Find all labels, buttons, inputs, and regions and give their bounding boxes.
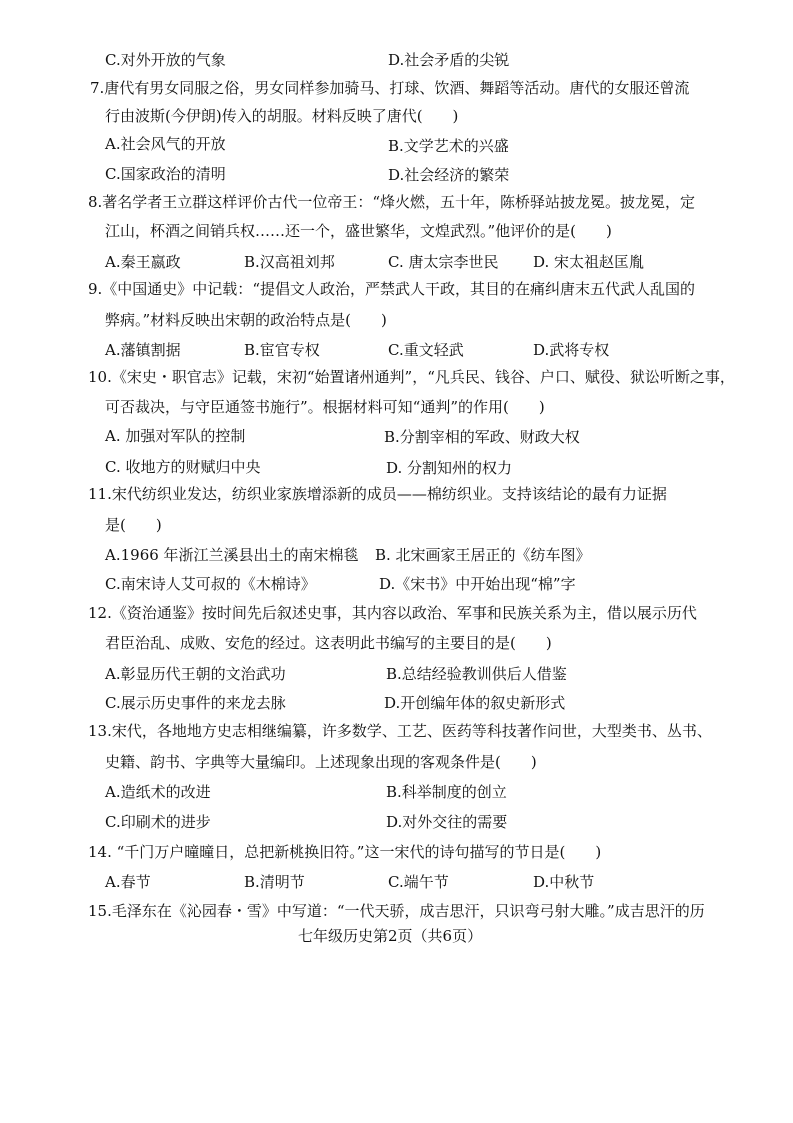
question-7-option-c: C.国家政治的清明 xyxy=(105,165,226,183)
question-11-stem-line-2: 是( ) xyxy=(105,516,162,534)
question-9-option-d: D.武将专权 xyxy=(533,341,610,359)
question-7-stem-line-1: 7.唐代有男女同服之俗，男女同样参加骑马、打球、饮酒、舞蹈等活动。唐代的女服还曾流 xyxy=(90,79,690,97)
page-footer: 七年级历史第2页（共6页） xyxy=(298,927,483,945)
question-10-stem-line-1: 10.《宋史・职官志》记载，宋初“始置诸州通判”，“凡兵民、钱谷、户口、赋役、狱讼听断之事， xyxy=(88,368,735,386)
question-11-option-d: D.《宋书》中开始出现“棉”字 xyxy=(379,575,576,593)
question-14-stem-line-1: 14. “千门万户曈曈日，总把新桃换旧符。”这一宋代的诗句描写的节日是( ) xyxy=(88,843,602,861)
question-8-option-a: A.秦王嬴政 xyxy=(105,253,181,271)
question-14-option-d: D.中秋节 xyxy=(533,873,595,891)
question-12-option-c: C.展示历史事件的来龙去脉 xyxy=(105,694,286,712)
question-8-option-b: B.汉高祖刘邦 xyxy=(244,253,335,271)
option-d: D.社会矛盾的尖锐 xyxy=(388,51,510,69)
question-14-option-a: A.春节 xyxy=(105,873,151,891)
question-14-option-b: B.清明节 xyxy=(244,873,305,891)
question-8-stem-line-2: 江山，杯酒之间销兵权……还一个，盛世繁华，文煌武烈。”他评价的是( ) xyxy=(105,222,612,240)
question-9-option-c: C.重文轻武 xyxy=(388,341,464,359)
question-13-option-c: C.印刷术的进步 xyxy=(105,813,211,831)
question-12-option-d: D.开创编年体的叙史新形式 xyxy=(384,694,566,712)
question-13-option-b: B.科举制度的创立 xyxy=(386,783,507,801)
question-9-option-a: A.藩镇割据 xyxy=(105,341,181,359)
question-7-option-b: B.文学艺术的兴盛 xyxy=(388,137,509,155)
question-10-option-d: D. 分割知州的权力 xyxy=(386,459,513,477)
question-8-stem-line-1: 8.著名学者王立群这样评价古代一位帝王：“烽火燃，五十年，陈桥驿站披龙冕。披龙冕，定 xyxy=(88,193,695,211)
question-9-option-b: B.宦官专权 xyxy=(244,341,320,359)
question-13-option-d: D.对外交往的需要 xyxy=(386,813,508,831)
question-9-stem-line-1: 9.《中国通史》中记载：“提倡文人政治，严禁武人干政，其目的在痛纠唐末五代武人乱国的 xyxy=(88,280,695,298)
question-8-option-d: D. 宋太祖赵匡胤 xyxy=(533,253,645,271)
question-13-stem-line-1: 13.宋代，各地地方史志相继编纂，许多数学、工艺、医药等科技著作问世，大型类书、丛书、 xyxy=(88,722,712,740)
question-12-stem-line-2: 君臣治乱、成败、安危的经过。这表明此书编写的主要目的是( ) xyxy=(105,634,552,652)
question-15-stem-line-1: 15.毛泽东在《沁园春・雪》中写道：“一代天骄，成吉思汗，只识弯弓射大雕。”成吉思汗的历 xyxy=(88,902,705,920)
question-7-stem-line-2: 行由波斯(今伊朗)传入的胡服。材料反映了唐代( ) xyxy=(105,107,459,125)
question-13-stem-line-2: 史籍、韵书、字典等大量编印。上述现象出现的客观条件是( ) xyxy=(105,753,537,771)
question-11-option-a: A.1966 年浙江兰溪县出土的南宋棉毯 xyxy=(105,546,359,564)
question-13-option-a: A.造纸术的改进 xyxy=(105,783,211,801)
question-11-stem-line-1: 11.宋代纺织业发达，纺织业家族增添新的成员——棉纺织业。支持该结论的最有力证据 xyxy=(88,485,667,503)
question-11-option-b: B. 北宋画家王居正的《纺车图》 xyxy=(375,546,591,564)
question-7-option-a: A.社会风气的开放 xyxy=(105,135,226,153)
question-12-option-b: B.总结经验教训供后人借鉴 xyxy=(386,665,567,683)
question-10-option-c: C. 收地方的财赋归中央 xyxy=(105,458,261,476)
question-12-option-a: A.彰显历代王朝的文治武功 xyxy=(105,665,286,683)
option-c: C.对外开放的气象 xyxy=(105,51,226,69)
question-10-option-b: B.分割宰相的军政、财政大权 xyxy=(384,428,580,446)
question-14-option-c: C.端午节 xyxy=(388,873,449,891)
question-10-stem-line-2: 可否裁决，与守臣通签书施行”。根据材料可知“通判”的作用( ) xyxy=(105,398,545,416)
question-10-option-a: A. 加强对军队的控制 xyxy=(105,427,246,445)
question-7-option-d: D.社会经济的繁荣 xyxy=(388,166,510,184)
question-8-option-c: C. 唐太宗李世民 xyxy=(388,253,499,271)
question-9-stem-line-2: 弊病。”材料反映出宋朝的政治特点是( ) xyxy=(105,311,387,329)
question-12-stem-line-1: 12.《资治通鉴》按时间先后叙述史事，其内容以政治、军事和民族关系为主，借以展示历代 xyxy=(88,604,697,622)
question-11-option-c: C.南宋诗人艾可叔的《木棉诗》 xyxy=(105,575,316,593)
